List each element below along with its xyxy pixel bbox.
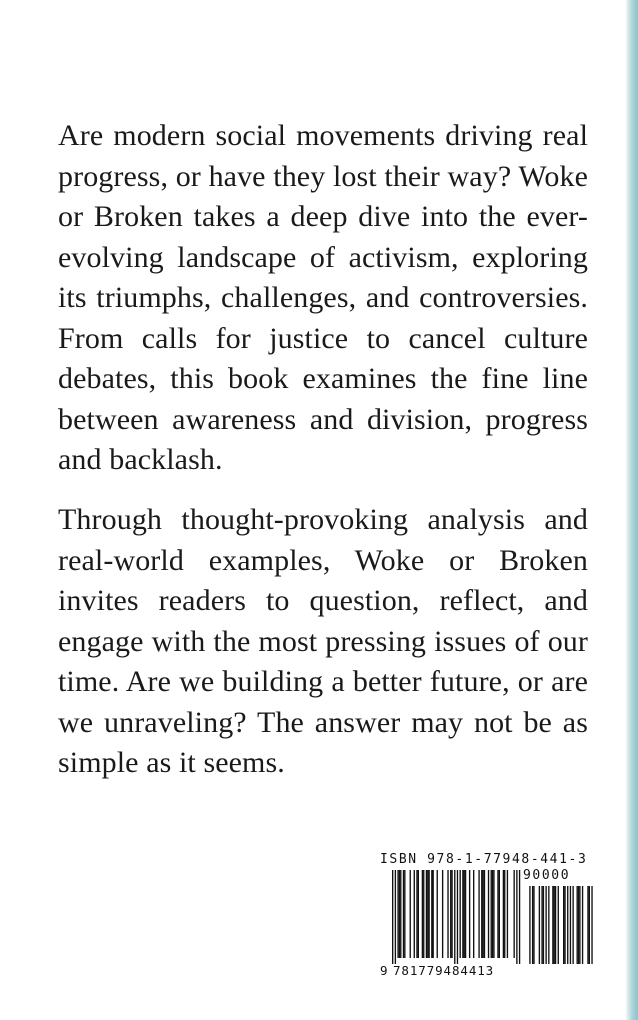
barcode-bar bbox=[516, 870, 517, 964]
barcode-bar bbox=[488, 870, 489, 958]
barcode-bar bbox=[464, 870, 465, 958]
barcode-bar bbox=[392, 870, 393, 964]
isbn-barcode-block bbox=[380, 852, 594, 982]
addon-bar bbox=[554, 886, 555, 964]
addon-bar bbox=[541, 886, 542, 964]
addon-bar bbox=[545, 886, 546, 964]
barcode-bar bbox=[416, 870, 417, 958]
barcode-bar bbox=[460, 870, 461, 958]
addon-bar bbox=[532, 886, 533, 964]
barcode-bar bbox=[427, 870, 428, 958]
isbn-label: ISBN 978-1-77948-441-3 bbox=[380, 852, 588, 867]
addon-bar bbox=[591, 886, 592, 964]
addon-bar bbox=[570, 886, 571, 964]
barcode-bar bbox=[450, 870, 451, 958]
barcode-bar bbox=[484, 870, 485, 958]
barcode-bar bbox=[410, 870, 411, 958]
addon-bar bbox=[529, 886, 530, 964]
addon-bar bbox=[579, 886, 580, 964]
barcode-bar bbox=[519, 870, 520, 964]
barcode-bar bbox=[478, 870, 479, 958]
barcode-bar bbox=[426, 870, 427, 958]
barcode-bar bbox=[447, 870, 448, 958]
barcode-bar bbox=[514, 870, 515, 958]
addon-bar bbox=[567, 886, 568, 964]
barcode-bar bbox=[437, 870, 438, 958]
barcode-bar bbox=[469, 870, 470, 958]
barcode-bar bbox=[428, 870, 429, 958]
barcode-icon bbox=[380, 870, 594, 964]
blurb-paragraph-1: Are modern social movements driving real progress, or have they lost their way? Woke or Broken takes a deep dive into the ever-evolving landscape of activism, exploring its triumphs, challenges, and controversies. From calls for justice to cancel culture debates, this book examines the fine line between awareness and division, progress and backlash. bbox=[58, 119, 588, 476]
barcode-bar bbox=[454, 870, 455, 964]
price-addon-number: 90000 bbox=[523, 868, 571, 883]
addon-bar bbox=[564, 886, 565, 964]
addon-bar bbox=[589, 886, 590, 964]
barcode-bar bbox=[451, 870, 452, 958]
addon-bar bbox=[578, 886, 579, 964]
barcode-bar bbox=[492, 870, 493, 958]
barcode-bar bbox=[442, 870, 443, 958]
barcode-bar bbox=[457, 870, 458, 964]
addon-bar bbox=[533, 886, 534, 964]
barcode-bar bbox=[503, 870, 504, 958]
barcode-bar bbox=[404, 870, 405, 958]
barcode-bar bbox=[433, 870, 434, 958]
barcode-bar bbox=[462, 870, 463, 958]
barcode-bar bbox=[499, 870, 500, 958]
addon-bar bbox=[539, 886, 540, 964]
addon-bar bbox=[555, 886, 556, 964]
barcode-bar bbox=[403, 870, 404, 958]
addon-bar bbox=[563, 886, 564, 964]
barcode-bar bbox=[497, 870, 498, 958]
barcode-bar bbox=[482, 870, 483, 958]
barcode-bar bbox=[465, 870, 466, 958]
page-edge bbox=[626, 0, 638, 1020]
barcode-bar bbox=[493, 870, 494, 958]
barcode-bar bbox=[414, 870, 415, 958]
addon-bar bbox=[558, 886, 559, 964]
barcode-bar bbox=[473, 870, 474, 958]
barcode-bar bbox=[507, 870, 508, 958]
barcode-bar bbox=[395, 870, 396, 964]
barcode-bar bbox=[491, 870, 492, 958]
barcode-bar bbox=[422, 870, 423, 958]
ean-first-digit: 9 bbox=[380, 963, 389, 978]
addon-bar bbox=[577, 886, 578, 964]
addon-bar bbox=[572, 886, 573, 964]
addon-bar bbox=[543, 886, 544, 964]
barcode-bar bbox=[481, 870, 482, 958]
barcode-bar bbox=[431, 870, 432, 958]
addon-bar bbox=[552, 886, 553, 964]
barcode-bar bbox=[504, 870, 505, 958]
blurb-paragraph-2: Through thought-provoking analysis and real-world examples, Woke or Broken invites readers to question, reflect, and engage with the most pressing issues of our time. Are we building a better future, or are we unraveling? The answer may not be as simple as it seems. bbox=[58, 503, 588, 779]
barcode-bar bbox=[423, 870, 424, 958]
addon-bar bbox=[548, 886, 549, 964]
ean-remaining-digits: 781779484413 bbox=[393, 963, 495, 978]
barcode-bar bbox=[397, 870, 398, 958]
addon-bar bbox=[587, 886, 588, 964]
barcode-bar bbox=[400, 870, 401, 958]
barcode-bar bbox=[418, 870, 419, 958]
addon-bar bbox=[582, 886, 583, 964]
barcode-bar bbox=[399, 870, 400, 958]
